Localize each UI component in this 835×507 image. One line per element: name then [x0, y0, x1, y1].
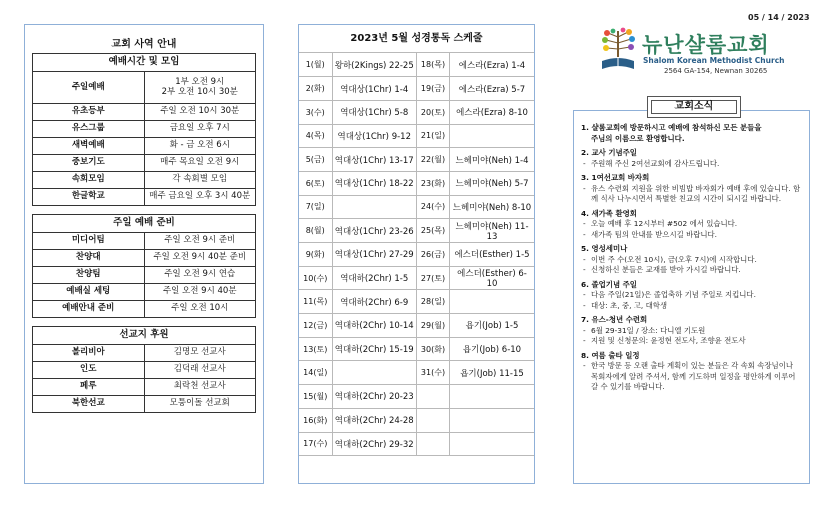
calendar-day: 5(금)	[299, 148, 332, 172]
calendar-reading	[450, 385, 535, 409]
calendar-reading	[332, 195, 417, 219]
calendar-day: 12(금)	[299, 314, 332, 338]
calendar-day: 16(화)	[299, 408, 332, 432]
calendar-day: 4(목)	[299, 124, 332, 148]
prep-value: 주일 오전 9시 연습	[144, 267, 256, 284]
calendar-reading: 역대하(2Chr) 24-28	[332, 408, 417, 432]
mission-value: 모퉁이돌 선교회	[144, 396, 256, 413]
calendar-day: 23(화)	[417, 171, 450, 195]
calendar-row	[299, 314, 534, 338]
calendar-day: 6(토)	[299, 171, 332, 195]
calendar-day: 19(금)	[417, 77, 450, 101]
schedule-label: 한글학교	[33, 189, 145, 206]
calendar-reading: 역대하(2Chr) 29-32	[332, 432, 417, 456]
calendar-reading: 느헤미야(Neh) 11-13	[450, 219, 535, 243]
news-item-heading: 6. 졸업기념 주일	[581, 279, 637, 289]
prep-value: 주일 오전 9시 준비	[144, 233, 256, 250]
news-item-detail: - 다음 주일(21일)은 졸업축하 기념 주일로 지킵니다.	[583, 290, 756, 300]
news-item-heading: 2. 교사 기념주일	[581, 148, 637, 158]
schedule-value: 금요일 오후 7시	[144, 121, 256, 138]
schedule-table	[32, 53, 256, 206]
calendar-day: 8(월)	[299, 219, 332, 243]
church-news-panel	[573, 110, 810, 484]
calendar-reading: 에스더(Esther) 1-5	[450, 243, 535, 267]
church-english-name: Shalom Korean Methodist Church	[643, 56, 785, 65]
calendar-row	[299, 408, 534, 432]
mission-label: 인도	[33, 362, 145, 379]
mission-support-header: 선교지 후원	[33, 327, 256, 345]
calendar-reading: 에스라(Ezra) 8-10	[450, 100, 535, 124]
calendar-reading	[450, 432, 535, 456]
news-item-detail-text: 주원해 주신 2여선교회에 감사드립니다.	[591, 158, 720, 168]
news-item-detail-text: 한국 방문 등 오랜 출타 계획이 있는 분들은 각 속회 속장님이나 목회자에게 알려 주셔서, 함께 기도하며 일정을 평안하게 이루어 갈 수 있기를 바랍니다.	[591, 361, 796, 392]
calendar-reading: 욥기(Job) 11-15	[450, 361, 535, 385]
schedule-label: 중보기도	[33, 155, 145, 172]
calendar-reading: 역대상(1Chr) 27-29	[332, 243, 417, 267]
calendar-row	[299, 266, 534, 290]
calendar-day: 26(금)	[417, 243, 450, 267]
schedule-label: 유초등부	[33, 104, 145, 121]
schedule-value: 매주 금요일 오후 3시 40분	[144, 189, 256, 206]
news-item-heading: 3. 1여선교회 바자회	[581, 173, 650, 183]
prep-label: 찬양팀	[33, 267, 145, 284]
calendar-reading	[450, 290, 535, 314]
calendar-day	[417, 408, 450, 432]
calendar-row	[299, 243, 534, 267]
news-item-detail-text: 오늘 예배 후 12시부터 #502 에서 있습니다.	[591, 219, 738, 229]
calendar-row	[299, 77, 534, 101]
news-item-detail: - 6월 29-31일 / 장소: 다니엘 기도원	[583, 325, 706, 335]
news-item-detail: - 새가족 팀의 안내를 받으시길 바랍니다.	[583, 229, 717, 239]
news-item-detail: - 지원 및 신청문의: 윤정현 전도사, 조향윤 전도사	[583, 336, 746, 346]
calendar-row	[299, 290, 534, 314]
news-list	[581, 123, 802, 393]
schedule-value-line: 2부 오전 10시 30분	[161, 86, 238, 97]
mission-value: 김덕래 선교사	[144, 362, 256, 379]
calendar-row	[299, 124, 534, 148]
calendar-row	[299, 219, 534, 243]
news-item-detail-text: 지원 및 신청문의: 윤정현 전도사, 조향윤 전도사	[591, 336, 746, 346]
news-item-detail: - 이번 주 수(오전 10시), 금(오후 7시)에 시작합니다.	[583, 254, 757, 264]
calendar-reading: 역대상(1Chr) 5-8	[332, 100, 417, 124]
schedule-label: 새벽예배	[33, 138, 145, 155]
calendar-row	[299, 53, 534, 77]
calendar-reading: 역대상(1Chr) 1-4	[332, 77, 417, 101]
calendar-reading: 욥기(Job) 6-10	[450, 337, 535, 361]
news-item-heading: 4. 새가족 환영회	[581, 208, 637, 218]
calendar-day: 20(토)	[417, 100, 450, 124]
news-item-detail-text: 이번 주 수(오전 10시), 금(오후 7시)에 시작합니다.	[591, 254, 757, 264]
calendar-reading: 역대하(2Chr) 10-14	[332, 314, 417, 338]
schedule-value-line: 1부 오전 9시	[175, 76, 225, 87]
schedule-value	[144, 72, 256, 104]
calendar-day: 21(일)	[417, 124, 450, 148]
calendar-day: 7(일)	[299, 195, 332, 219]
news-item	[581, 280, 802, 312]
news-item	[581, 244, 802, 276]
calendar-day: 24(수)	[417, 195, 450, 219]
news-item-detail-text: 새가족 팀의 안내를 받으시길 바랍니다.	[591, 229, 717, 239]
news-item	[581, 209, 802, 241]
calendar-day: 15(월)	[299, 385, 332, 409]
news-item-detail-text: 6월 29-31일 / 장소: 다니엘 기도원	[591, 325, 706, 335]
schedule-value: 주일 오전 10시 30분	[144, 104, 256, 121]
calendar-day: 3(수)	[299, 100, 332, 124]
schedule-value: 각 속회별 모임	[144, 172, 256, 189]
calendar-day	[417, 385, 450, 409]
news-item-detail: - 한국 방문 등 오랜 출타 계획이 있는 분들은 각 속회 속장님이나 목회자에게 알려 주셔서, 함께 기도하며 일정을 평안하게 이루어 갈 수 있기를 바랍니다.	[583, 361, 796, 392]
news-item-heading: 1. 샬롬교회에 방문하시고 예배에 참석하신 모든 분들을	[581, 123, 762, 132]
news-item	[581, 123, 802, 144]
schedule-value: 화 - 금 오전 6시	[144, 138, 256, 155]
news-item-detail: - 신청하신 분들은 교재를 받아 가시길 바랍니다.	[583, 265, 741, 275]
calendar-day: 30(화)	[417, 337, 450, 361]
calendar-row	[299, 171, 534, 195]
calendar-day: 9(화)	[299, 243, 332, 267]
calendar-row	[299, 385, 534, 409]
news-item-heading: 7. 유스-청년 수련회	[581, 315, 648, 325]
calendar-reading: 역대상(1Chr) 9-12	[332, 124, 417, 148]
calendar-reading	[332, 361, 417, 385]
prep-label: 예배실 세팅	[33, 284, 145, 301]
calendar-reading: 느헤미야(Neh) 8-10	[450, 195, 535, 219]
worship-prep-table	[32, 214, 256, 318]
calendar-reading: 욥기(Job) 1-5	[450, 314, 535, 338]
calendar-reading	[450, 408, 535, 432]
calendar-title: 2023년 5월 성경통독 스케줄	[299, 25, 534, 53]
church-name: 뉴난샬롬교회	[642, 33, 770, 57]
calendar-reading: 에스더(Esther) 6-10	[450, 266, 535, 290]
prep-value: 주일 오전 9시 40분 준비	[144, 250, 256, 267]
calendar-day	[417, 432, 450, 456]
news-item-heading: 5. 영성세미나	[581, 244, 628, 254]
calendar-row	[299, 337, 534, 361]
prep-label: 찬양대	[33, 250, 145, 267]
calendar-row	[299, 100, 534, 124]
calendar-row	[299, 361, 534, 385]
calendar-day: 13(토)	[299, 337, 332, 361]
calendar-reading: 느헤미야(Neh) 1-4	[450, 148, 535, 172]
calendar-day: 18(목)	[417, 53, 450, 77]
news-item	[581, 173, 802, 205]
church-logo-icon	[598, 27, 638, 75]
calendar-day: 17(수)	[299, 432, 332, 456]
calendar-day: 28(일)	[417, 290, 450, 314]
mission-value: 김명모 선교사	[144, 345, 256, 362]
calendar-reading: 역대하(2Chr) 15-19	[332, 337, 417, 361]
worship-prep-header: 주일 예배 준비	[33, 215, 256, 233]
calendar-day: 27(토)	[417, 266, 450, 290]
calendar-day: 1(월)	[299, 53, 332, 77]
news-item-detail-text: 유스 수련회 지원을 위한 비빔밥 바자회가 예배 후에 있습니다. 함께 식사 나누시면서 특별한 친교의 시간이 되시길 바랍니다.	[591, 183, 801, 204]
news-item-detail-text: 대상: 초, 중, 고, 대학생	[591, 300, 668, 310]
calendar-reading: 역대상(1Chr) 13-17	[332, 148, 417, 172]
ministry-info-title: 교회 사역 안내	[111, 39, 177, 50]
mission-label: 볼리비아	[33, 345, 145, 362]
schedule-label: 유스그룹	[33, 121, 145, 138]
news-item-detail: - 대상: 초, 중, 고, 대학생	[583, 300, 668, 310]
news-title: 교회소식	[674, 101, 714, 112]
calendar-row	[299, 432, 534, 456]
calendar-reading: 역대상(1Chr) 18-22	[332, 171, 417, 195]
news-item-detail-text: 다음 주일(21일)은 졸업축하 기념 주일로 지킵니다.	[591, 290, 756, 300]
calendar-day: 22(월)	[417, 148, 450, 172]
calendar-reading: 에스라(Ezra) 5-7	[450, 77, 535, 101]
prep-value: 주일 오전 10시	[144, 301, 256, 318]
news-item-heading: 주님의 이름으로 환영합니다.	[591, 133, 685, 143]
schedule-value: 매주 목요일 오전 9시	[144, 155, 256, 172]
mission-value: 최락천 선교사	[144, 379, 256, 396]
calendar-reading: 에스라(Ezra) 1-4	[450, 53, 535, 77]
calendar-day: 14(일)	[299, 361, 332, 385]
calendar-day: 11(목)	[299, 290, 332, 314]
calendar-reading: 역대상(1Chr) 23-26	[332, 219, 417, 243]
news-item-detail: - 유스 수련회 지원을 위한 비빔밥 바자회가 예배 후에 있습니다. 함께 식사 나누시면서 특별한 친교의 시간이 되시길 바랍니다.	[583, 183, 801, 204]
news-item-detail: - 주원해 주신 2여선교회에 감사드립니다.	[583, 158, 720, 168]
calendar-row	[299, 195, 534, 219]
calendar-reading: 역대하(2Chr) 6-9	[332, 290, 417, 314]
mission-support-table	[32, 326, 256, 413]
calendar-day: 25(목)	[417, 219, 450, 243]
calendar-reading: 느헤미야(Neh) 5-7	[450, 171, 535, 195]
schedule-label: 주일예배	[33, 72, 145, 104]
bulletin-date: 05 / 14 / 2023	[748, 13, 810, 22]
mission-label: 북한선교	[33, 396, 145, 413]
calendar-reading	[450, 124, 535, 148]
calendar-row	[299, 148, 534, 172]
prep-value: 주일 오전 9시 40분	[144, 284, 256, 301]
news-item-heading: 8. 여름 출타 일정	[581, 350, 640, 360]
ministry-info-panel	[24, 24, 264, 484]
calendar-reading: 역대하(2Chr) 20-23	[332, 385, 417, 409]
prep-label: 예배안내 준비	[33, 301, 145, 318]
calendar-reading: 왕하(2Kings) 22-25	[332, 53, 417, 77]
church-address: 2564 GA-154, Newnan 30265	[664, 67, 768, 75]
calendar-table	[299, 53, 534, 456]
news-item-detail: - 오늘 예배 후 12시부터 #502 에서 있습니다.	[583, 219, 738, 229]
mission-label: 페루	[33, 379, 145, 396]
news-item-detail-text: 신청하신 분들은 교재를 받아 가시길 바랍니다.	[591, 265, 741, 275]
calendar-day: 31(수)	[417, 361, 450, 385]
news-item	[581, 148, 802, 169]
calendar-reading: 역대하(2Chr) 1-5	[332, 266, 417, 290]
schedule-label: 속회모임	[33, 172, 145, 189]
calendar-day: 2(화)	[299, 77, 332, 101]
calendar-day: 10(수)	[299, 266, 332, 290]
news-item	[581, 351, 802, 393]
prep-label: 미디어팀	[33, 233, 145, 250]
bible-reading-calendar	[298, 24, 535, 484]
news-item	[581, 315, 802, 347]
news-title-box	[647, 96, 741, 118]
schedule-header: 예배시간 및 모임	[33, 54, 256, 72]
calendar-day: 29(월)	[417, 314, 450, 338]
